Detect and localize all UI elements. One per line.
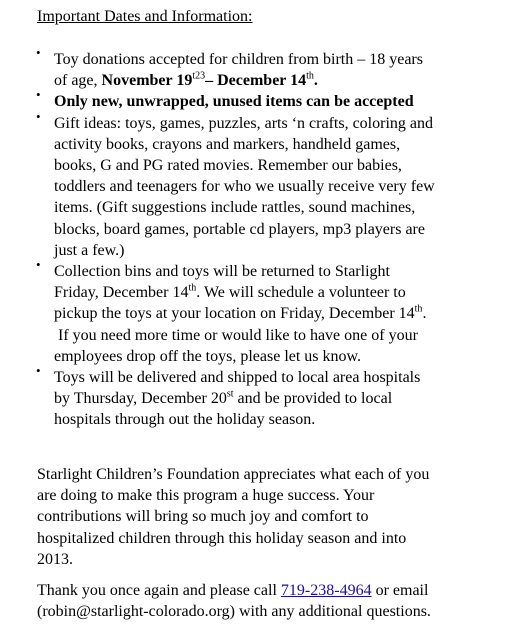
bullet-line: items. (Gift suggestions include rattles, sound machines, [54, 199, 416, 217]
bullet-text: by Thursday, December 20 [54, 390, 227, 408]
bullet-line: toddlers and teenagers for who we usually receive very few [54, 178, 435, 196]
ordinal-suffix: t23 [192, 70, 206, 82]
bold-notice: Only new, unwrapped, unused items can be accepted [54, 93, 414, 111]
phone-link[interactable]: 719-238-4964 [280, 582, 372, 599]
bullet-text: of age, [54, 72, 102, 90]
ordinal-suffix: st [226, 388, 234, 400]
date-range-end: – December 14 [205, 72, 307, 90]
bullet-line: just a few.) [54, 241, 125, 259]
bullet-item-gift-ideas [0, 108, 509, 261]
bullet-line [54, 303, 503, 324]
bullet-line: activity books, crayons and markers, handheld games, [54, 135, 401, 153]
contact-paragraph [37, 580, 507, 622]
section-heading: Important Dates and Information: [37, 8, 253, 25]
bullet-item-donation-dates [0, 45, 509, 91]
contact-text: Thank you once again and please call [37, 582, 281, 599]
bullet-line: employees drop off the toys, please let us know. [54, 347, 362, 365]
paragraph-line: are doing to make this program a huge success. Your [37, 487, 375, 505]
appreciation-paragraph [37, 464, 507, 570]
bullet-icon: • [36, 363, 41, 379]
bullet-item-delivery [0, 363, 509, 431]
paragraph-line: hospitalized children through this holiday season and into [37, 529, 407, 547]
paragraph-line [37, 580, 507, 601]
bullet-line [54, 388, 503, 409]
bullet-icon: • [36, 257, 41, 273]
ordinal-suffix: th [414, 304, 423, 316]
bullet-text: and be provided to local [233, 390, 393, 408]
bullet-line: hospitals through out the holiday season. [54, 411, 316, 429]
ordinal-suffix: th [306, 70, 314, 82]
bullet-item-collection-bins [0, 257, 509, 367]
bullet-line: blocks, board games, portable cd players, mp3 players are [54, 220, 425, 238]
bullet-icon: • [36, 87, 41, 103]
email-line: (robin@starlight-colorado.org) with any additional questions. [37, 603, 431, 621]
bullet-icon: • [36, 45, 41, 60]
bullet-text: . [422, 305, 427, 323]
bullet-line [54, 91, 503, 112]
bullet-line: books, G and PG rated movies. Remember our babies, [54, 157, 402, 175]
ordinal-suffix: th [188, 282, 197, 294]
paragraph-line: 2013. [37, 550, 73, 568]
bullet-line [54, 70, 503, 91]
bullet-item-new-items-only [0, 87, 509, 112]
bullet-line: Toys will be delivered and shipped to local area hospitals [54, 369, 421, 387]
paragraph-line: contributions will bring so much joy and comfort to [37, 508, 369, 526]
date-range-start: November 19 [101, 72, 193, 90]
contact-text: or email [371, 582, 429, 599]
bullet-text: . We will schedule a volunteer to [196, 284, 406, 302]
bullet-text: pickup the toys at your location on Friday, December 14 [54, 305, 415, 323]
bullet-text: Friday, December 14 [54, 284, 189, 302]
info-bullet-list [0, 45, 509, 431]
bullet-line: Collection bins and toys will be returned to Starlight [54, 263, 390, 281]
bullet-icon: • [36, 108, 41, 124]
bullet-line: If you need more time or would like to have one of your [54, 326, 418, 344]
bullet-line: Gift ideas: toys, games, puzzles, arts ‘n crafts, coloring and [54, 114, 433, 132]
sentence-end: . [313, 72, 318, 90]
bullet-line: Toy donations accepted for children from birth – 18 years [54, 51, 423, 68]
paragraph-line: Starlight Children’s Foundation appreciates what each of you [37, 466, 430, 483]
bullet-line [54, 282, 503, 303]
